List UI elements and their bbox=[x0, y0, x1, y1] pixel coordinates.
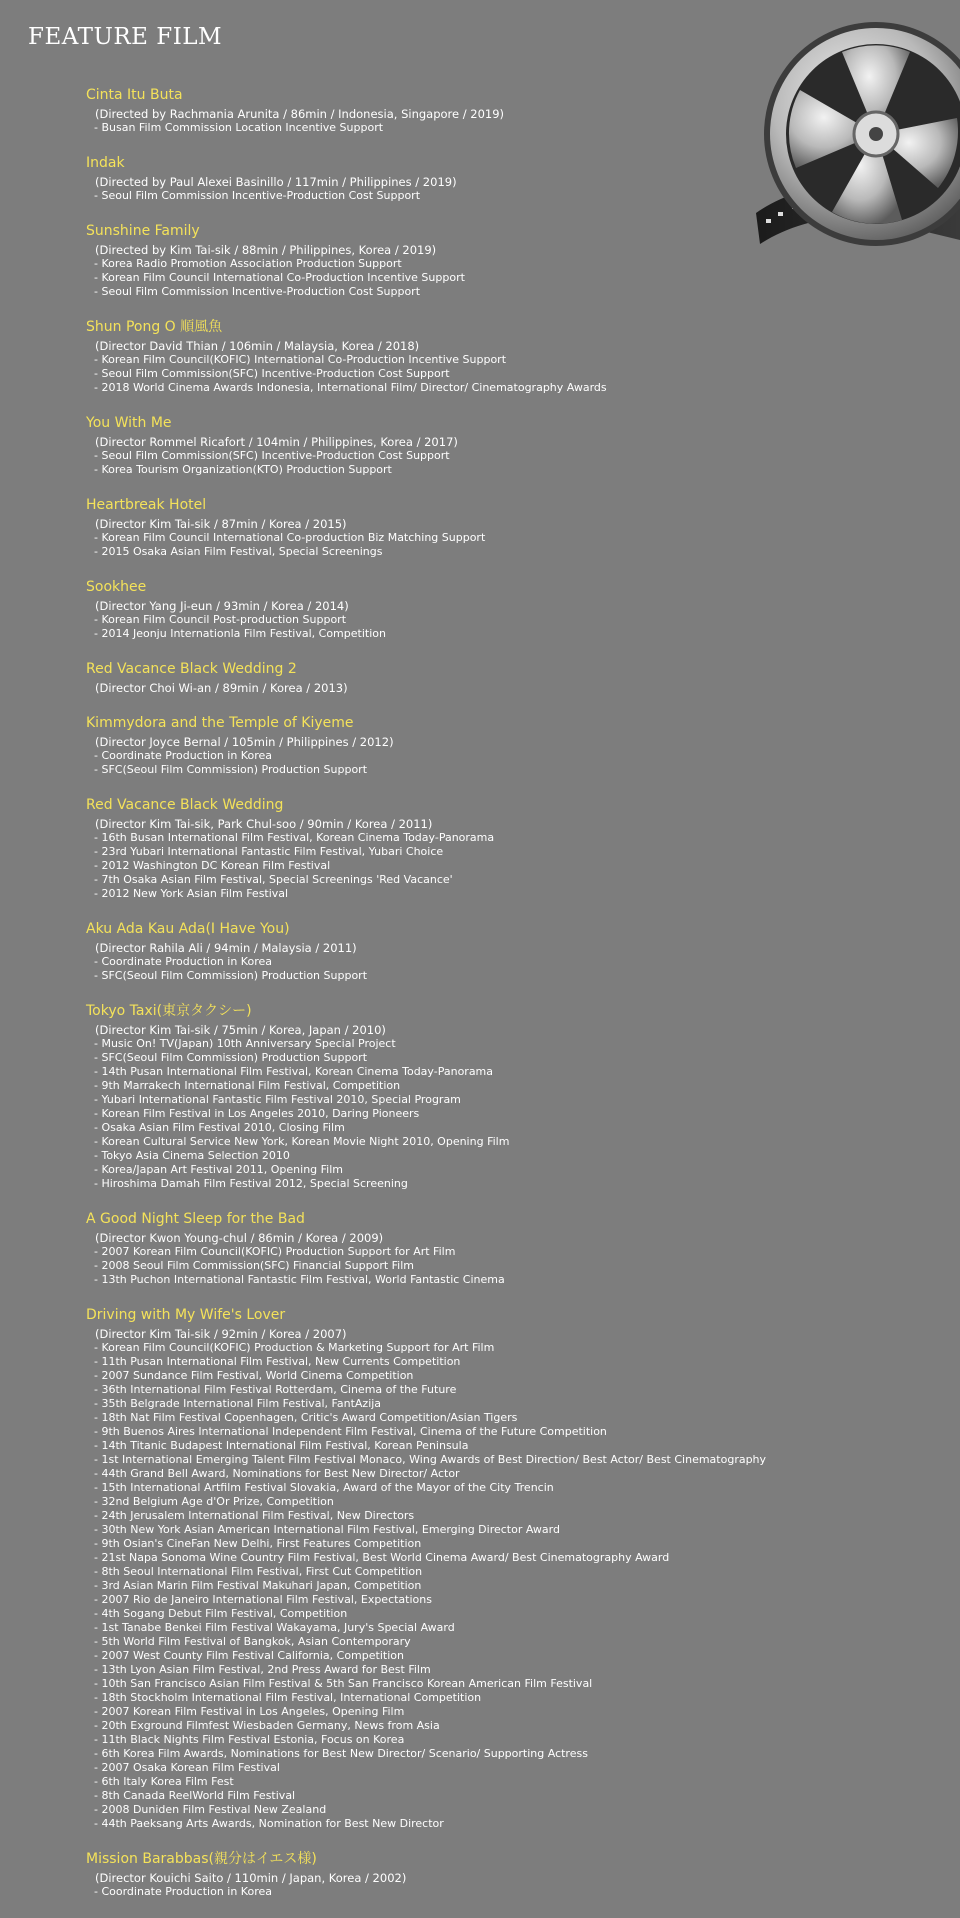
award-item: - 9th Marrakech International Film Festival, Competition bbox=[94, 1079, 401, 1092]
award-item: - 2014 Jeonju Internationla Film Festival, Competition bbox=[94, 627, 386, 640]
award-item: - Korean Film Council International Co-Production Incentive Support bbox=[94, 271, 465, 284]
film-credit: (Director Kwon Young-chul / 86min / Korea / 2009) bbox=[95, 1231, 384, 1245]
award-list bbox=[94, 955, 946, 983]
award-list bbox=[94, 189, 946, 203]
award-item: - Coordinate Production in Korea bbox=[94, 1885, 272, 1898]
award-item: - 6th Korea Film Awards, Nominations for Best New Director/ Scenario/ Supporting Actress bbox=[94, 1747, 588, 1760]
award-list bbox=[94, 613, 946, 641]
award-item: - Korean Film Festival in Los Angeles 2010, Daring Pioneers bbox=[94, 1107, 420, 1120]
film-title: Sookhee bbox=[86, 579, 147, 595]
award-item: - 2007 Osaka Korean Film Festival bbox=[94, 1761, 280, 1774]
film-entry bbox=[86, 1002, 946, 1191]
film-entry bbox=[86, 660, 946, 695]
film-title: Aku Ada Kau Ada(I Have You) bbox=[86, 921, 290, 937]
award-item: - 21st Napa Sonoma Wine Country Film Festival, Best World Cinema Award/ Best Cinematography Award bbox=[94, 1551, 670, 1564]
award-item: - 18th Nat Film Festival Copenhagen, Critic's Award Competition/Asian Tigers bbox=[94, 1411, 518, 1424]
film-entry bbox=[86, 154, 946, 203]
award-item: - 36th International Film Festival Rotterdam, Cinema of the Future bbox=[94, 1383, 457, 1396]
film-credit: (Director Joyce Bernal / 105min / Philippines / 2012) bbox=[95, 735, 394, 749]
award-list bbox=[94, 749, 946, 777]
award-item: - Tokyo Asia Cinema Selection 2010 bbox=[94, 1149, 290, 1162]
award-item: - Korea Tourism Organization(KTO) Production Support bbox=[94, 463, 392, 476]
film-entry bbox=[86, 222, 946, 299]
award-list bbox=[94, 353, 946, 395]
award-list bbox=[94, 257, 946, 299]
film-entry bbox=[86, 1850, 946, 1899]
award-list bbox=[94, 831, 946, 901]
award-item: - Korean Film Council International Co-production Biz Matching Support bbox=[94, 531, 486, 544]
film-credit: (Director Rommel Ricafort / 104min / Philippines, Korea / 2017) bbox=[95, 435, 458, 449]
award-item: - 16th Busan International Film Festival, Korean Cinema Today-Panorama bbox=[94, 831, 495, 844]
award-item: - 3rd Asian Marin Film Festival Makuhari Japan, Competition bbox=[94, 1579, 422, 1592]
award-item: - 13th Lyon Asian Film Festival, 2nd Press Award for Best Film bbox=[94, 1663, 431, 1676]
film-entry bbox=[86, 414, 946, 477]
award-item: - 35th Belgrade International Film Festival, FantAzija bbox=[94, 1397, 382, 1410]
award-item: - Korea/Japan Art Festival 2011, Opening Film bbox=[94, 1163, 344, 1176]
film-credit: (Director Choi Wi-an / 89min / Korea / 2013) bbox=[95, 681, 348, 695]
award-item: - 20th Exground Filmfest Wiesbaden Germany, News from Asia bbox=[94, 1719, 440, 1732]
award-item: - 2012 Washington DC Korean Film Festival bbox=[94, 859, 331, 872]
award-item: - Osaka Asian Film Festival 2010, Closing Film bbox=[94, 1121, 345, 1134]
film-title: A Good Night Sleep for the Bad bbox=[86, 1211, 305, 1227]
film-title: Heartbreak Hotel bbox=[86, 497, 207, 513]
film-title: You With Me bbox=[86, 415, 172, 431]
film-title: Driving with My Wife's Lover bbox=[86, 1307, 286, 1323]
award-item: - 8th Canada ReelWorld Film Festival bbox=[94, 1789, 296, 1802]
award-item: - Korea Radio Promotion Association Production Support bbox=[94, 257, 402, 270]
award-item: - 7th Osaka Asian Film Festival, Special Screenings 'Red Vacance' bbox=[94, 873, 453, 886]
award-item: - Hiroshima Damah Film Festival 2012, Special Screening bbox=[94, 1177, 408, 1190]
film-title: Red Vacance Black Wedding bbox=[86, 797, 284, 813]
award-item: - 9th Buenos Aires International Independent Film Festival, Cinema of the Future Competition bbox=[94, 1425, 607, 1438]
film-title: Indak bbox=[86, 155, 125, 171]
award-item: - 2015 Osaka Asian Film Festival, Special Screenings bbox=[94, 545, 383, 558]
award-item: - 11th Black Nights Film Festival Estonia, Focus on Korea bbox=[94, 1733, 405, 1746]
film-credit: (Director Kouichi Saito / 110min / Japan, Korea / 2002) bbox=[95, 1871, 407, 1885]
film-title: Mission Barabbas(親分はイエス様) bbox=[86, 1851, 317, 1867]
award-item: - 14th Pusan International Film Festival, Korean Cinema Today-Panorama bbox=[94, 1065, 494, 1078]
film-entry bbox=[86, 496, 946, 559]
award-item: - 23rd Yubari International Fantastic Film Festival, Yubari Choice bbox=[94, 845, 444, 858]
award-item: - 5th World Film Festival of Bangkok, Asian Contemporary bbox=[94, 1635, 411, 1648]
award-item: - 32nd Belgium Age d'Or Prize, Competition bbox=[94, 1495, 334, 1508]
award-item: - Korean Film Council(KOFIC) Production & Marketing Support for Art Film bbox=[94, 1341, 495, 1354]
award-item: - Coordinate Production in Korea bbox=[94, 955, 272, 968]
film-credit: (Director Kim Tai-sik / 75min / Korea, Japan / 2010) bbox=[95, 1023, 386, 1037]
film-credit: (Director Rahila Ali / 94min / Malaysia / 2011) bbox=[95, 941, 357, 955]
award-list bbox=[94, 1037, 946, 1191]
film-credit: (Directed by Kim Tai-sik / 88min / Philippines, Korea / 2019) bbox=[95, 243, 437, 257]
award-item: - Seoul Film Commission(SFC) Incentive-Production Cost Support bbox=[94, 367, 450, 380]
award-item: - Music On! TV(Japan) 10th Anniversary Special Project bbox=[94, 1037, 396, 1050]
film-title: Tokyo Taxi(東京タクシー) bbox=[86, 1003, 252, 1019]
award-item: - 9th Osian's CineFan New Delhi, First Features Competition bbox=[94, 1537, 422, 1550]
film-credit: (Director Yang Ji-eun / 93min / Korea / 2014) bbox=[95, 599, 349, 613]
award-item: - 11th Pusan International Film Festival, New Currents Competition bbox=[94, 1355, 461, 1368]
award-list bbox=[94, 121, 946, 135]
award-item: - 18th Stockholm International Film Festival, International Competition bbox=[94, 1691, 482, 1704]
film-entry bbox=[86, 920, 946, 983]
film-title: Shun Pong O 順風魚 bbox=[86, 319, 223, 335]
award-item: - 44th Paeksang Arts Awards, Nomination for Best New Director bbox=[94, 1817, 444, 1830]
award-item: - 6th Italy Korea Film Fest bbox=[94, 1775, 234, 1788]
award-item: - Korean Cultural Service New York, Korean Movie Night 2010, Opening Film bbox=[94, 1135, 510, 1148]
film-title: Cinta Itu Buta bbox=[86, 87, 183, 103]
award-item: - 13th Puchon International Fantastic Film Festival, World Fantastic Cinema bbox=[94, 1273, 505, 1286]
award-item: - 2007 Rio de Janeiro International Film Festival, Expectations bbox=[94, 1593, 432, 1606]
film-entry bbox=[86, 86, 946, 135]
award-item: - SFC(Seoul Film Commission) Production Support bbox=[94, 969, 368, 982]
award-item: - 8th Seoul International Film Festival, First Cut Competition bbox=[94, 1565, 423, 1578]
award-list bbox=[94, 1245, 946, 1287]
award-item: - Seoul Film Commission(SFC) Incentive-Production Cost Support bbox=[94, 449, 450, 462]
film-credit: (Director Kim Tai-sik / 92min / Korea / 2007) bbox=[95, 1327, 347, 1341]
award-item: - 15th International Artfilm Festival Slovakia, Award of the Mayor of the City Trencin bbox=[94, 1481, 554, 1494]
film-credit: (Director David Thian / 106min / Malaysia, Korea / 2018) bbox=[95, 339, 420, 353]
film-title: Sunshine Family bbox=[86, 223, 200, 239]
award-item: - Korean Film Council(KOFIC) International Co-Production Incentive Support bbox=[94, 353, 507, 366]
film-entry bbox=[86, 1306, 946, 1831]
award-item: - 2018 World Cinema Awards Indonesia, International Film/ Director/ Cinematography Awards bbox=[94, 381, 607, 394]
award-item: - 30th New York Asian American International Film Festival, Emerging Director Award bbox=[94, 1523, 560, 1536]
award-item: - 1st Tanabe Benkei Film Festival Wakayama, Jury's Special Award bbox=[94, 1621, 455, 1634]
film-entry bbox=[86, 318, 946, 395]
award-item: - 2007 Korean Film Council(KOFIC) Production Support for Art Film bbox=[94, 1245, 456, 1258]
award-list bbox=[94, 1885, 946, 1899]
film-entry bbox=[86, 714, 946, 777]
award-item: - 24th Jerusalem International Film Festival, New Directors bbox=[94, 1509, 415, 1522]
award-item: - 2008 Duniden Film Festival New Zealand bbox=[94, 1803, 327, 1816]
award-item: - 2008 Seoul Film Commission(SFC) Financial Support Film bbox=[94, 1259, 414, 1272]
award-list bbox=[94, 1341, 946, 1831]
award-item: - Yubari International Fantastic Film Festival 2010, Special Program bbox=[94, 1093, 461, 1106]
award-item: - 1st International Emerging Talent Film Festival Monaco, Wing Awards of Best Direction/ Best Actor/ Best Cinematography bbox=[94, 1453, 767, 1466]
award-item: - 2007 Sundance Film Festival, World Cinema Competition bbox=[94, 1369, 414, 1382]
film-credit: (Director Kim Tai-sik, Park Chul-soo / 90min / Korea / 2011) bbox=[95, 817, 433, 831]
award-item: - Busan Film Commission Location Incentive Support bbox=[94, 121, 384, 134]
award-item: - 44th Grand Bell Award, Nominations for Best New Director/ Actor bbox=[94, 1467, 460, 1480]
film-title: Kimmydora and the Temple of Kiyeme bbox=[86, 715, 354, 731]
award-item: - Coordinate Production in Korea bbox=[94, 749, 272, 762]
award-item: - Korean Film Council Post-production Support bbox=[94, 613, 347, 626]
award-item: - 4th Sogang Debut Film Festival, Competition bbox=[94, 1607, 348, 1620]
film-entry bbox=[86, 578, 946, 641]
page-title: FEATURE FILM bbox=[28, 24, 223, 50]
award-list bbox=[94, 449, 946, 477]
award-item: - 14th Titanic Budapest International Film Festival, Korean Peninsula bbox=[94, 1439, 469, 1452]
award-item: - 2007 West County Film Festival California, Competition bbox=[94, 1649, 404, 1662]
award-item: - 10th San Francisco Asian Film Festival & 5th San Francisco Korean American Film Festival bbox=[94, 1677, 593, 1690]
film-title: Red Vacance Black Wedding 2 bbox=[86, 661, 297, 677]
feature-film-list bbox=[86, 86, 946, 1918]
film-credit: (Directed by Paul Alexei Basinillo / 117min / Philippines / 2019) bbox=[95, 175, 457, 189]
award-item: - 2007 Korean Film Festival in Los Angeles, Opening Film bbox=[94, 1705, 405, 1718]
award-item: - SFC(Seoul Film Commission) Production Support bbox=[94, 1051, 368, 1064]
film-entry bbox=[86, 1210, 946, 1287]
award-item: - SFC(Seoul Film Commission) Production Support bbox=[94, 763, 368, 776]
film-credit: (Directed by Rachmania Arunita / 86min / Indonesia, Singapore / 2019) bbox=[95, 107, 505, 121]
film-credit: (Director Kim Tai-sik / 87min / Korea / 2015) bbox=[95, 517, 347, 531]
award-list bbox=[94, 531, 946, 559]
award-item: - 2012 New York Asian Film Festival bbox=[94, 887, 289, 900]
film-entry bbox=[86, 796, 946, 901]
award-item: - Seoul Film Commission Incentive-Production Cost Support bbox=[94, 189, 421, 202]
award-item: - Seoul Film Commission Incentive-Production Cost Support bbox=[94, 285, 421, 298]
